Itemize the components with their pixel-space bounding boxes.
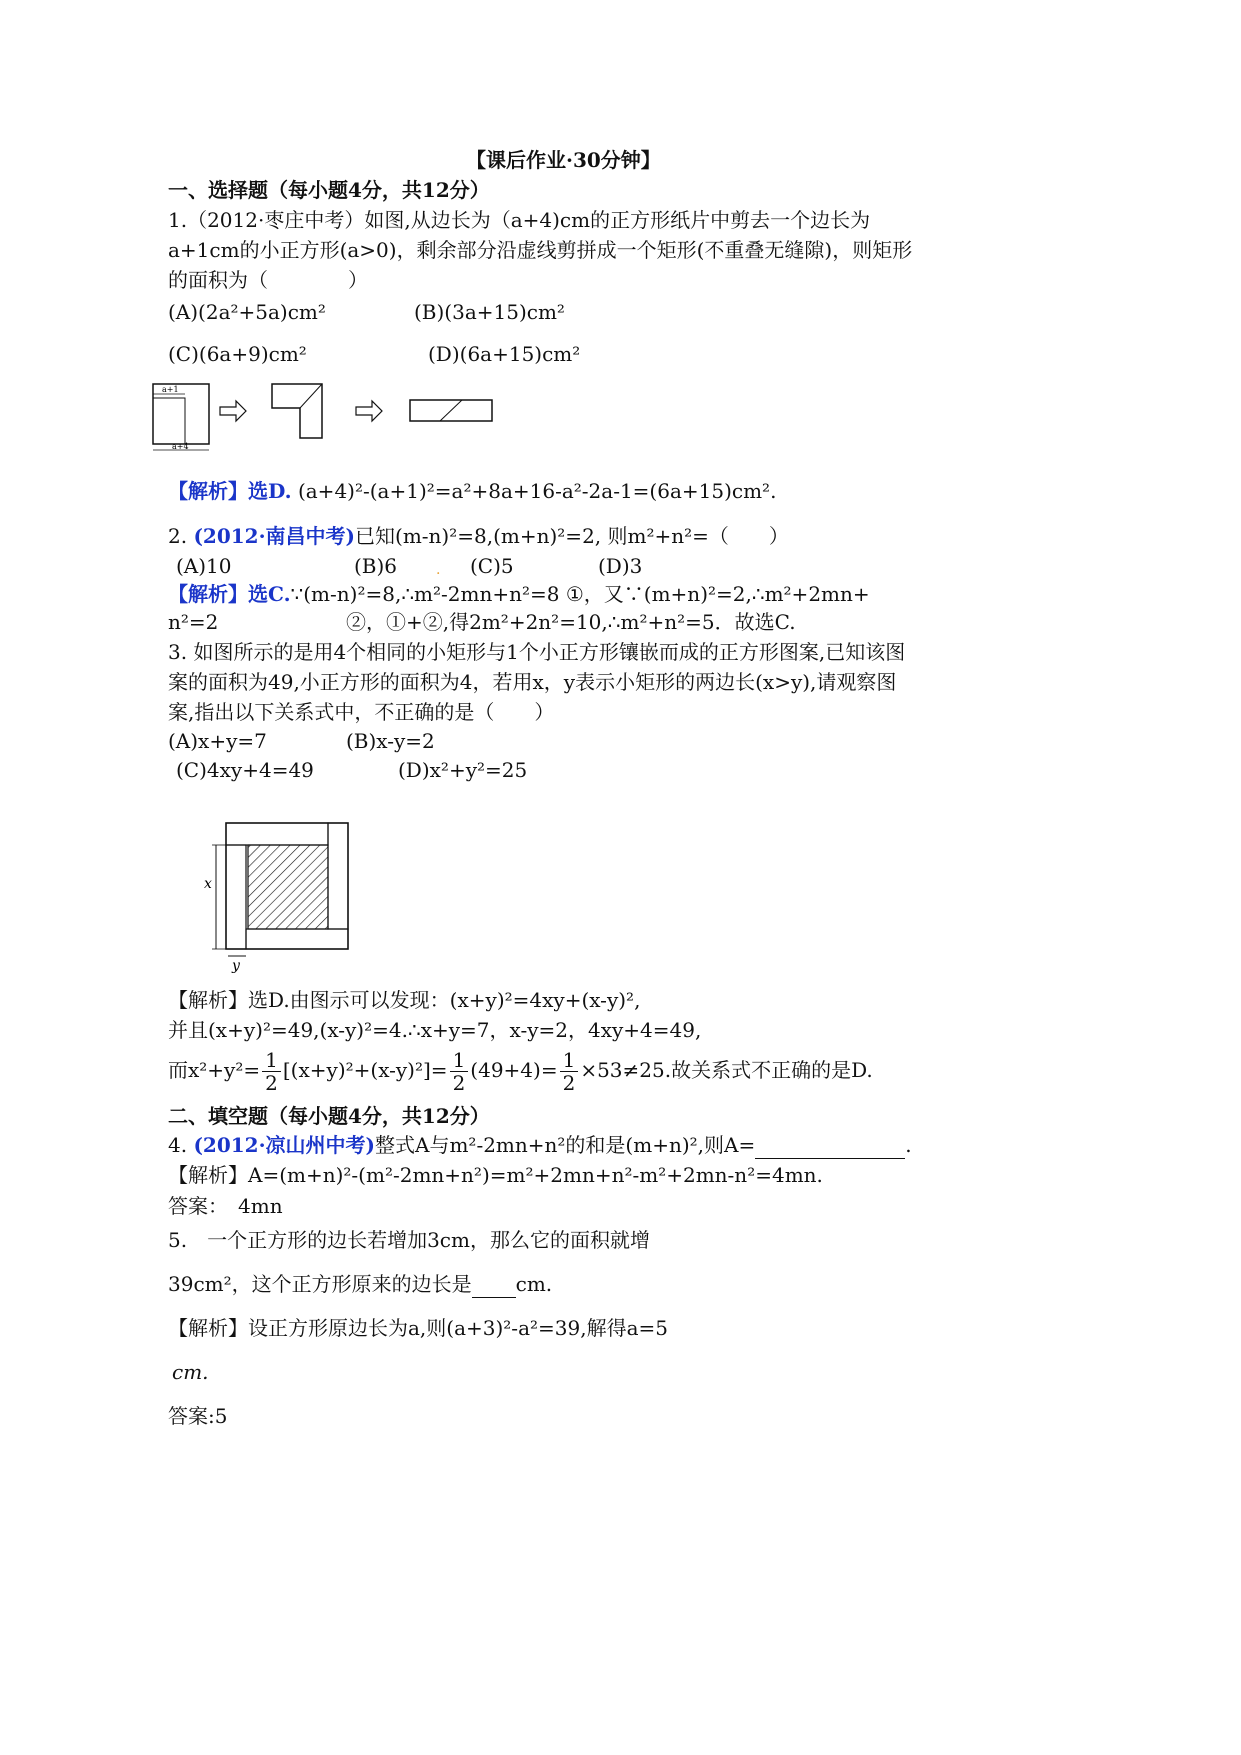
q4-source: (2012·凉山州中考) — [193, 1133, 376, 1157]
q2-option-d: (D)3 — [598, 554, 643, 578]
q5-line1: 5. 一个正方形的边长若增加3cm，那么它的面积就增 — [168, 1228, 650, 1252]
page-title: 【课后作业·30分钟】 — [466, 148, 661, 172]
q4-stem — [168, 1131, 912, 1159]
q3-fig-rect-left — [226, 845, 246, 949]
q3-fig-rect-top — [226, 823, 328, 845]
q5-line2-unit: cm. — [515, 1272, 553, 1296]
q3-fig-rect-bottom — [246, 929, 348, 949]
q1-fig-label-bottom: a+4 — [172, 442, 189, 451]
q4-number: 4. — [168, 1133, 188, 1157]
q3-figure — [198, 818, 358, 974]
q1-line2: a+1cm的小正方形(a>0)，剩余部分沿虚线剪拼成一个矩形(不重叠无缝隙)，则矩形 — [168, 238, 913, 262]
q1-option-b: (B)(3a+15)cm² — [414, 300, 565, 324]
q1-fig-arrow-1 — [220, 401, 246, 421]
q2-number: 2. — [168, 524, 188, 548]
q1-line3: 的面积为（ ） — [168, 268, 368, 292]
q4-stem-text: 整式A与m²-2mn+n²的和是(m+n)²,则A= — [375, 1133, 756, 1157]
q1-solution — [168, 477, 776, 505]
q3-solution-text3a: 而x²+y²= — [168, 1058, 261, 1082]
q3-line1: 3. 如图所示的是用4个相同的小矩形与1个小正方形镶嵌而成的正方形图案,已知该图 — [168, 640, 906, 664]
q2-option-a: (A)10 — [176, 554, 232, 578]
q3-solution-line2: 并且(x+y)²=49,(x-y)²=4.∴x+y=7，x-y=2，4xy+4=49, — [168, 1018, 702, 1042]
q4-period: . — [905, 1133, 912, 1157]
q1-figure — [148, 378, 508, 464]
q4-solution: 【解析】A=(m+n)²-(m²-2mn+n²)=m²+2mn+n²-m²+2mn-n²=4mn. — [168, 1163, 823, 1187]
q4-answer: 答案： 4mn — [168, 1194, 283, 1218]
q3-fig-label-y: y — [232, 958, 240, 974]
q1-option-a: (A)(2a²+5a)cm² — [168, 300, 326, 324]
q3-solution-text3b: [(x+y)²+(x-y)²]= — [282, 1058, 448, 1082]
decorative-dot: . — [436, 562, 441, 578]
q1-fig-arrow-2 — [356, 401, 382, 421]
q2-stem-text: 已知(m-n)²=8,(m+n)²=2, 则m²+n²=（ ） — [355, 524, 789, 548]
q3-solution-line3 — [168, 1048, 873, 1094]
q1-solution-label: 【解析】选D. — [168, 479, 292, 503]
q5-line2 — [168, 1270, 552, 1298]
q2-source: (2012·南昌中考) — [193, 524, 356, 548]
q5-solution: 【解析】设正方形原边长为a,则(a+3)²-a²=39,解得a=5 — [168, 1316, 668, 1340]
fraction-half: $\frac{1}{2}$ — [262, 1049, 281, 1094]
q5-answer: 答案:5 — [168, 1404, 228, 1428]
q3-fig-hatched-square — [248, 845, 328, 929]
q3-fig-label-x: x — [204, 876, 212, 892]
q3-line3: 案,指出以下关系式中，不正确的是（ ） — [168, 700, 555, 724]
q3-solution-text3d: ×53≠25.故关系式不正确的是D. — [580, 1058, 873, 1082]
q4-answer-blank — [755, 1136, 905, 1159]
q2-solution-text1: ∵(m-n)²=8,∴m²-2mn+n²=8 ①，又∵(m+n)²=2,∴m²+2mn+ — [290, 582, 870, 606]
q3-line2: 案的面积为49,小正方形的面积为4，若用x，y表示小矩形的两边长(x>y),请观察图 — [168, 670, 897, 694]
q2-solution-line1 — [168, 580, 870, 608]
q3-fig-rect-right — [328, 823, 348, 929]
q2-solution-line2a: n²=2 — [168, 610, 219, 634]
q5-line2-text: 39cm²，这个正方形原来的边长是 — [168, 1272, 472, 1296]
q3-option-b: (B)x-y=2 — [346, 729, 435, 753]
section-heading-choice: 一、选择题（每小题4分，共12分） — [168, 178, 490, 202]
q1-fig-inner-square — [153, 398, 185, 444]
q5-solution-unit: cm. — [172, 1360, 209, 1384]
section-heading-fill: 二、填空题（每小题4分，共12分） — [168, 1104, 490, 1128]
q1-option-c: (C)(6a+9)cm² — [168, 342, 307, 366]
q2-option-b: (B)6 — [354, 554, 398, 578]
fraction-half: $\frac{1}{2}$ — [450, 1049, 469, 1094]
q3-option-c: (C)4xy+4=49 — [176, 758, 314, 782]
q2-solution-line2b: ②，①+②,得2m²+2n²=10,∴m²+n²=5．故选C. — [346, 610, 796, 634]
q1-solution-text: (a+4)²-(a+1)²=a²+8a+16-a²-2a-1=(6a+15)cm². — [297, 479, 777, 503]
q1-line1: 1.（2012·枣庄中考）如图,从边长为（a+4)cm的正方形纸片中剪去一个边长为 — [168, 208, 871, 232]
q5-answer-blank — [472, 1275, 516, 1298]
q2-stem — [168, 522, 789, 550]
q3-option-a: (A)x+y=7 — [168, 729, 267, 753]
q2-solution-label: 【解析】选C. — [168, 582, 291, 606]
q1-option-d: (D)(6a+15)cm² — [428, 342, 581, 366]
fraction-half: $\frac{1}{2}$ — [560, 1049, 579, 1094]
q3-solution-text3c: (49+4)= — [470, 1058, 558, 1082]
q3-solution-line1: 【解析】选D.由图示可以发现：(x+y)²=4xy+(x-y)², — [168, 988, 641, 1012]
q1-fig-label-top: a+1 — [162, 385, 179, 394]
q2-option-c: (C)5 — [470, 554, 514, 578]
q3-option-d: (D)x²+y²=25 — [398, 758, 528, 782]
